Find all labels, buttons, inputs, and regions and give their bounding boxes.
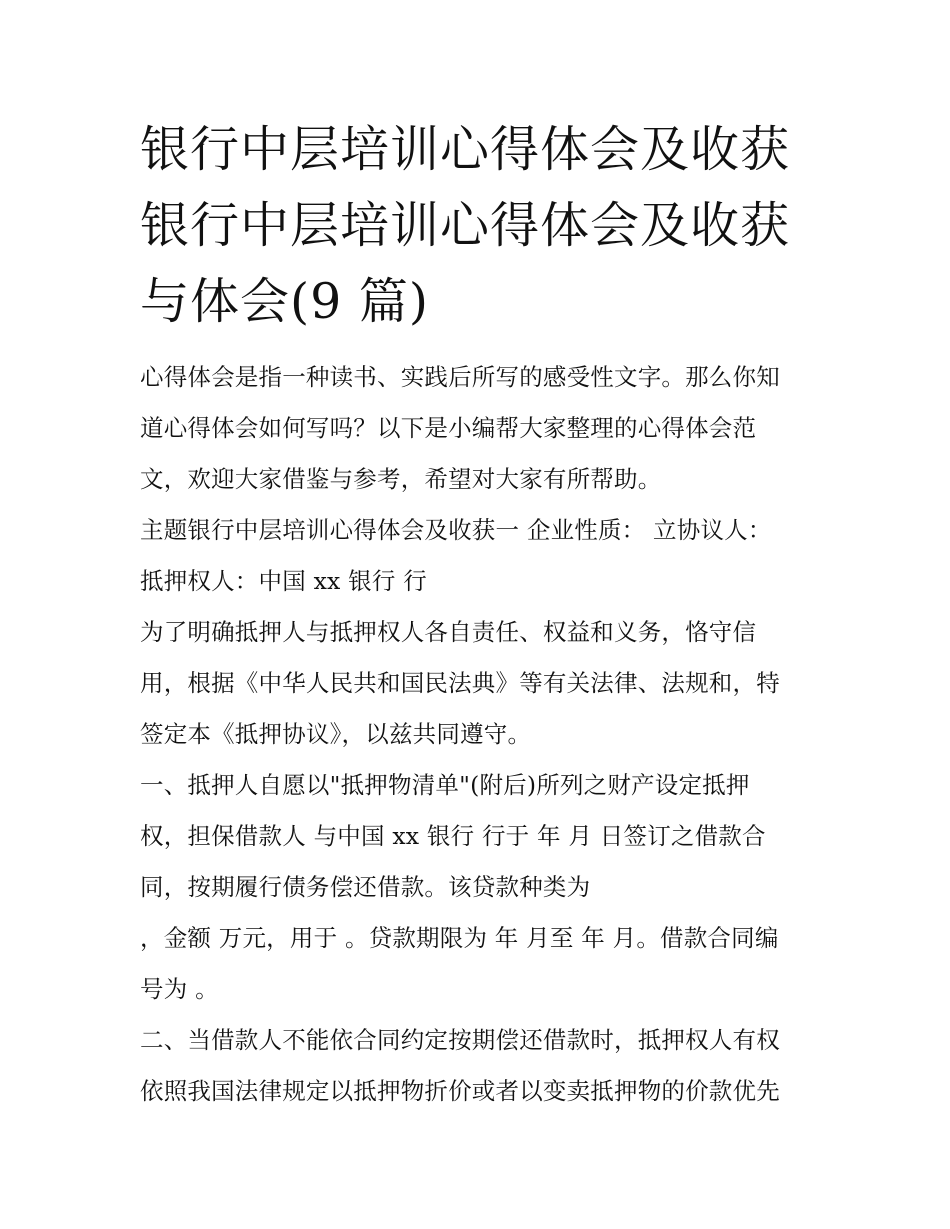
body-line-10: 权，担保借款人 与中国 xx 银行 行于 年 月 日签订之借款合: [140, 822, 766, 850]
body-line-3: 文，欢迎大家借鉴与参考，希望对大家有所帮助。: [140, 465, 662, 493]
body-line-1: 心得体会是指一种读书、实践后所写的感受性文字。那么你知: [140, 363, 780, 391]
body-line-11: 同，按期履行债务偿还借款。该贷款种类为: [140, 873, 591, 901]
body-line-13: 号为 。: [140, 975, 219, 1003]
body-line-6: 为了明确抵押人与抵押权人各自责任、权益和义务，恪守信: [140, 618, 757, 646]
body-line-7: 用，根据《中华人民共和国民法典》等有关法律、法规和，特: [140, 669, 780, 697]
document-title: [140, 112, 840, 340]
body-line-14: 二、当借款人不能依合同约定按期偿还借款时，抵押权人有权: [140, 1026, 780, 1054]
body-line-2: 道心得体会如何写吗？以下是小编帮大家整理的心得体会范: [140, 414, 757, 442]
body-line-15: 依照我国法律规定以抵押物折价或者以变卖抵押物的价款优先: [140, 1077, 780, 1105]
title-line-1: 银行中层培训心得体会及收获: [140, 121, 791, 178]
body-line-5: 抵押权人：中国 xx 银行 行: [140, 567, 427, 595]
body-line-12: ，金额 万元，用于 。贷款期限为 年 月至 年 月。借款合同编: [140, 924, 779, 952]
body-line-8: 签定本《抵押协议》，以兹共同遵守。: [140, 720, 532, 748]
title-line-3: 与体会(9 篇): [140, 273, 429, 330]
body-line-4: 主题银行中层培训心得体会及收获一 企业性质： 立协议人：: [140, 516, 772, 544]
body-line-9: 一、抵押人自愿以"抵押物清单"(附后)所列之财产设定抵押: [140, 771, 750, 799]
document-body: [140, 352, 820, 1117]
title-line-2: 银行中层培训心得体会及收获: [140, 197, 791, 254]
